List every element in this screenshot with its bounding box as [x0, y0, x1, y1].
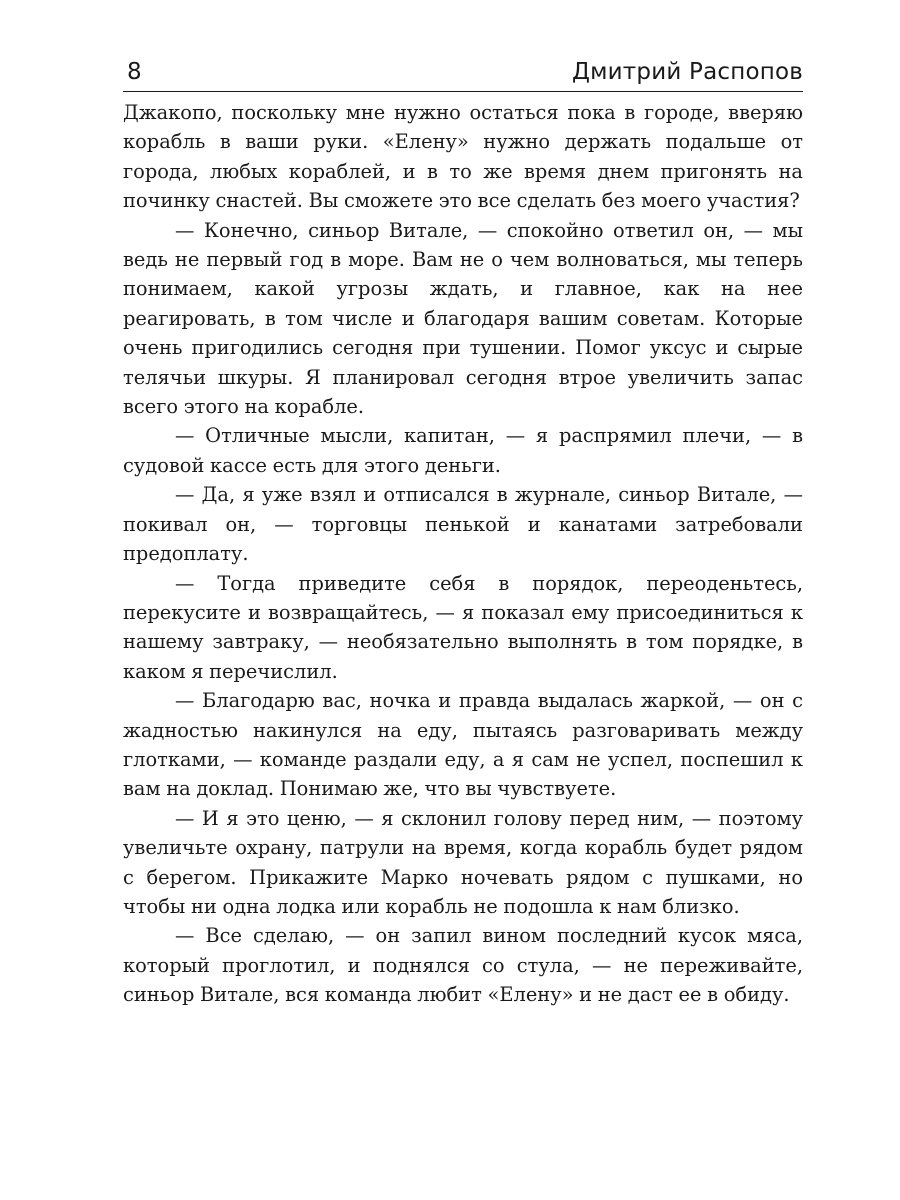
paragraph: — Отличные мысли, капитан, — я распрямил плечи, — в судовой кассе есть для этого деньги.: [123, 424, 803, 477]
paragraph: — Конечно, синьор Витале, — спокойно ответил он, — мы ведь не первый год в море. Вам не о чем волноваться, мы теперь понимаем, какой угрозы ждать, и главное, как на нее реагировать, в том числе и благодаря вашим советам. Которые очень пригодились сегодня при тушении. Помог уксус и сырые телячьи шкуры. Я планировал сегодня втрое увеличить запас всего этого на корабле.: [123, 218, 803, 419]
paragraph: — Благодарю вас, ночка и правда выдалась жаркой, — он с жадностью накинулся на еду, пытаясь разговаривать между глотками, — команде раздали еду, а я сам не успел, поспешил к вам на доклад. Понимаю же, что вы чувствуете.: [123, 689, 803, 801]
book-page: [123, 58, 803, 1010]
paragraph: — Тогда приведите себя в порядок, переоденьтесь, перекусите и возвращайтесь, — я показал ему присоединиться к нашему завтраку, — необязательно выполнять в том порядке, в каком я перечислил.: [123, 571, 803, 683]
running-header: [123, 58, 803, 92]
paragraph: — Все сделаю, — он запил вином последний кусок мяса, который проглотил, и поднялся со стула, — не переживайте, синьор Витале, вся команда любит «Елену» и не даст ее в обиду.: [123, 924, 803, 1007]
author-name: Дмитрий Распопов: [571, 59, 803, 85]
page-number: 8: [127, 59, 142, 85]
paragraph: — Да, я уже взял и отписался в журнале, синьор Витале, — покивал он, — торговцы пенькой и канатами затребовали предоплату.: [123, 483, 803, 566]
paragraph: Джакопо, поскольку мне нужно остаться пока в городе, вверяю корабль в ваши руки. «Елену» нужно держать подальше от города, любых кораблей, и в то же время днем пригонять на починку снастей. Вы сможете это все сделать без моего участия?: [123, 101, 803, 213]
body-text: [123, 98, 803, 1010]
paragraph: — И я это ценю, — я склонил голову перед ним, — поэтому увеличьте охрану, патрули на время, когда корабль будет рядом с берегом. Прикажите Марко ночевать рядом с пушками, но чтобы ни одна лодка или корабль не подошла к нам близко.: [123, 806, 803, 918]
